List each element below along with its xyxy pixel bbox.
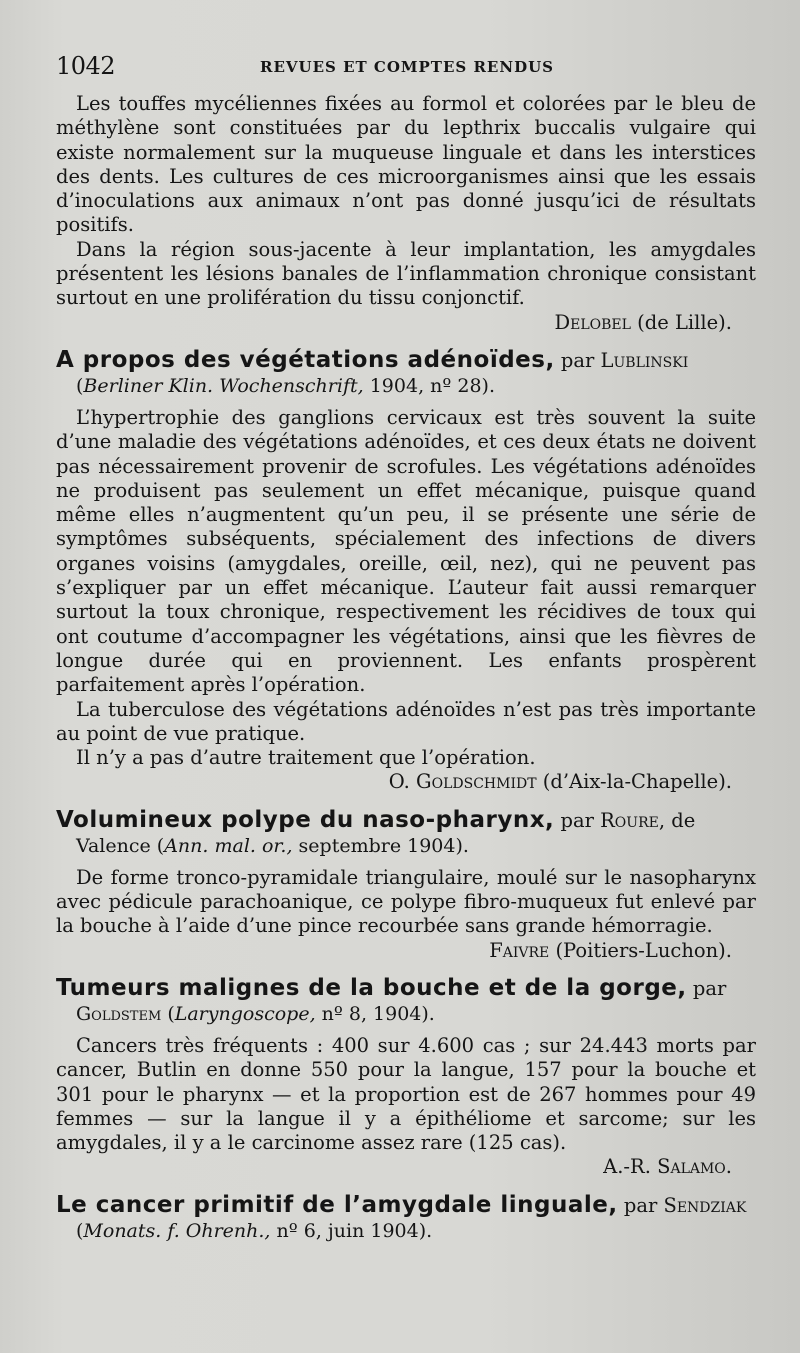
article-2-author-rest: , de (658, 808, 696, 832)
article-1-paragraph-2: La tuberculose des végétations adénoïdes n’est pas très importante au point de vue pratique. (56, 697, 756, 745)
article-1-journal: Berliner Klin. Wochenschrift, (83, 374, 364, 397)
article-2 (56, 807, 756, 963)
intro-paragraph-1: Les touffes mycéliennes fixées au formol et colorées par le bleu de méthylène sont constituées par du lepthrix buccalis vulgaire qui existe normalement sur la muqueuse linguale et dans les interstices des dents. Les cultures de ces microorganismes ainsi que les essais d’inoculations aux animaux n’ont pas donné jusqu’ici de résultats positifs. (56, 92, 756, 237)
article-2-source (56, 834, 756, 858)
article-1-source: (Berliner Klin. Wochenschrift, 1904, nº 28). (76, 374, 495, 397)
article-3 (56, 975, 756, 1180)
signature-name: Salamo (657, 1155, 726, 1179)
article-3-title: Tumeurs malignes de la bouche et de la gorge, (56, 974, 687, 1001)
intro-section (56, 92, 756, 335)
article-4-par: par (617, 1193, 664, 1217)
article-4-journal: Monats. f. Ohrenh., (83, 1219, 271, 1242)
article-3-heading (56, 975, 756, 1002)
article-2-journal: Ann. mal. or., (164, 834, 293, 857)
article-1-par: par (554, 348, 601, 372)
page-header (56, 52, 756, 92)
article-4-source-rest: nº 6, juin 1904). (270, 1219, 433, 1242)
article-3-journal: Laryngoscope, (174, 1002, 316, 1025)
article-2-source-rest: septembre 1904). (292, 834, 469, 857)
signature-place: (Poitiers-Luchon). (549, 938, 732, 962)
article-3-source (56, 1002, 756, 1026)
article-3-paragraph-1: Cancers très fréquents : 400 sur 4.600 cas ; sur 24.443 morts par cancer, Butlin en donne 550 pour la langue, 157 pour la bouche et 301 pour le pharynx — et la proportion est de 267 hommes pour 49 femmes — sur la langue il y a épithéliome et sarcome; sur les amygdales, il y a le carcinome assez rare (125 cas). (56, 1033, 756, 1155)
article-2-author: Roure (600, 808, 659, 832)
article-4-title: Le cancer primitif de l’amygdale linguale, (56, 1191, 618, 1218)
article-2-title: Volumineux polype du naso-pharynx, (56, 806, 555, 833)
intro-paragraph-2: Dans la région sous-jacente à leur implantation, les amygdales présentent les lésions banales de l’inflammation chronique consistant surtout en une prolifération du tissu conjonctif. (56, 237, 756, 310)
signature-prefix: A.-R. (603, 1155, 658, 1179)
signature-place: (d’Aix-la-Chapelle). (536, 770, 732, 794)
article-2-source-pre: Valence ( (76, 834, 165, 857)
signature-prefix: O. (388, 770, 417, 794)
signature-name: Goldschmidt (416, 770, 537, 794)
article-1-paragraph-1: L’hypertrophie des ganglions cervicaux est très souvent la suite d’une maladie des végétations adénoïdes, et ces deux états ne doivent pas nécessairement provenir de scrofules. Les végétations adénoïdes ne produisent pas seulement un effet mécanique, puisque quand même elles n’augmentent qu’un peu, il se présente une série de symptômes subséquents, spécialement des infections de divers organes voisins (amygdales, oreille, œil, nez), qui ne peuvent pas s’expliquer par un effet mécanique. L’auteur fait aussi remarquer surtout la toux chronique, respectivement les récidives de toux qui ont coutume d’accompagner les végétations, ainsi que les fièvres de longue durée qui en proviennent. Les enfants prospèrent parfaitement après l’opération. (56, 405, 756, 697)
article-4-heading (56, 1192, 756, 1219)
article-4-author: Sendziak (663, 1193, 747, 1217)
article-1-signature (56, 770, 756, 794)
article-3-signature (56, 1155, 756, 1179)
running-head: REVUES ET COMPTES RENDUS (260, 58, 554, 76)
article-1-heading (56, 347, 756, 374)
intro-signature (56, 311, 756, 335)
article-2-par: par (554, 808, 601, 832)
article-3-author: Goldstem (76, 1002, 162, 1025)
article-1-title: A propos des végétations adénoïdes, (56, 346, 555, 373)
article-2-signature (56, 939, 756, 963)
article-3-par: par (686, 976, 727, 1000)
article-3-source-pre: ( (161, 1002, 175, 1025)
article-1-paragraph-3: Il n’y a pas d’autre traitement que l’opération. (76, 746, 536, 770)
article-2-heading (56, 807, 756, 834)
signature-name: Delobel (554, 310, 631, 334)
signature-place: (de Lille). (630, 310, 732, 334)
article-2-paragraph-1: De forme tronco-pyramidale triangulaire, moulé sur le nasopharynx avec pédicule parachoanique, ce polype fibro-muqueux fut enlevé par la bouche à l’aide d’une pince recourbée sans grande hémorragie. (56, 865, 756, 938)
signature-place: . (725, 1155, 732, 1179)
article-1 (56, 347, 756, 795)
article-3-source-rest: nº 8, 1904). (315, 1002, 435, 1025)
article-4-source: (Monats. f. Ohrenh., nº 6, juin 1904). (76, 1219, 433, 1242)
signature-name: Faivre (489, 938, 550, 962)
article-4 (56, 1192, 756, 1243)
article-1-source-rest: 1904, nº 28). (363, 374, 495, 397)
page-number: 1042 (56, 52, 116, 80)
article-1-author: Lublinski (600, 348, 689, 372)
